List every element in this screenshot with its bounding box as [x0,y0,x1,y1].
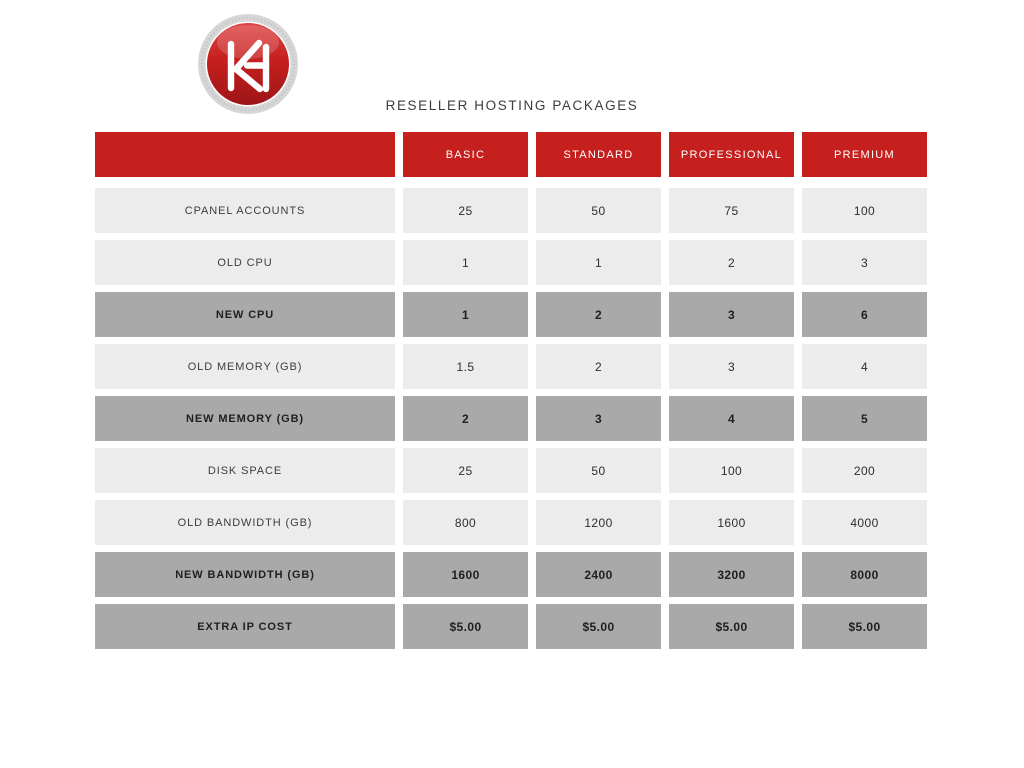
cell-value: 1200 [536,500,661,545]
cell-value: 2 [669,240,794,285]
cell-value: 50 [536,448,661,493]
cell-value: 800 [403,500,528,545]
cell-value: 5 [802,396,927,441]
row-label: NEW CPU [95,292,395,337]
cell-value: 100 [802,188,927,233]
row-label: DISK SPACE [95,448,395,493]
cell-value: 1 [403,292,528,337]
cell-value: 25 [403,188,528,233]
cell-value: 8000 [802,552,927,597]
table-row-old-memory [95,344,928,389]
row-label: CPANEL ACCOUNTS [95,188,395,233]
table-row-new-bandwidth [95,552,928,597]
cell-value: 1600 [403,552,528,597]
page-title: RESELLER HOSTING PACKAGES [385,98,639,113]
cell-value: 6 [802,292,927,337]
cell-value: 2400 [536,552,661,597]
table-header-row [95,132,928,177]
cell-value: 50 [536,188,661,233]
column-header-professional: PROFESSIONAL [669,132,794,177]
table-row-cpanel-accounts [95,188,928,233]
cell-value: $5.00 [669,604,794,649]
cell-value: 2 [403,396,528,441]
cell-value: 1.5 [403,344,528,389]
column-header-premium: PREMIUM [802,132,927,177]
cell-value: $5.00 [403,604,528,649]
row-label: NEW BANDWIDTH (GB) [95,552,395,597]
cell-value: 1 [536,240,661,285]
cell-value: 3200 [669,552,794,597]
cell-value: 1600 [669,500,794,545]
cell-value: 3 [669,344,794,389]
cell-value: 75 [669,188,794,233]
cell-value: 1 [403,240,528,285]
row-label: EXTRA IP COST [95,604,395,649]
cell-value: 25 [403,448,528,493]
row-label: OLD MEMORY (GB) [95,344,395,389]
cell-value: 4 [669,396,794,441]
cell-value: $5.00 [536,604,661,649]
column-header-standard: STANDARD [536,132,661,177]
column-header-basic: BASIC [403,132,528,177]
pricing-table [95,132,928,649]
row-label: OLD CPU [95,240,395,285]
cell-value: 200 [802,448,927,493]
table-row-disk-space [95,448,928,493]
table-row-new-cpu [95,292,928,337]
cell-value: 3 [802,240,927,285]
cell-value: 3 [536,396,661,441]
table-row-old-cpu [95,240,928,285]
row-label: OLD BANDWIDTH (GB) [95,500,395,545]
cell-value: 100 [669,448,794,493]
table-row-extra-ip-cost [95,604,928,649]
cell-value: 3 [669,292,794,337]
cell-value: $5.00 [802,604,927,649]
header-spacer-cell [95,132,395,177]
table-row-new-memory [95,396,928,441]
cell-value: 2 [536,344,661,389]
cell-value: 4 [802,344,927,389]
row-label: NEW MEMORY (GB) [95,396,395,441]
table-row-old-bandwidth [95,500,928,545]
cell-value: 4000 [802,500,927,545]
cell-value: 2 [536,292,661,337]
